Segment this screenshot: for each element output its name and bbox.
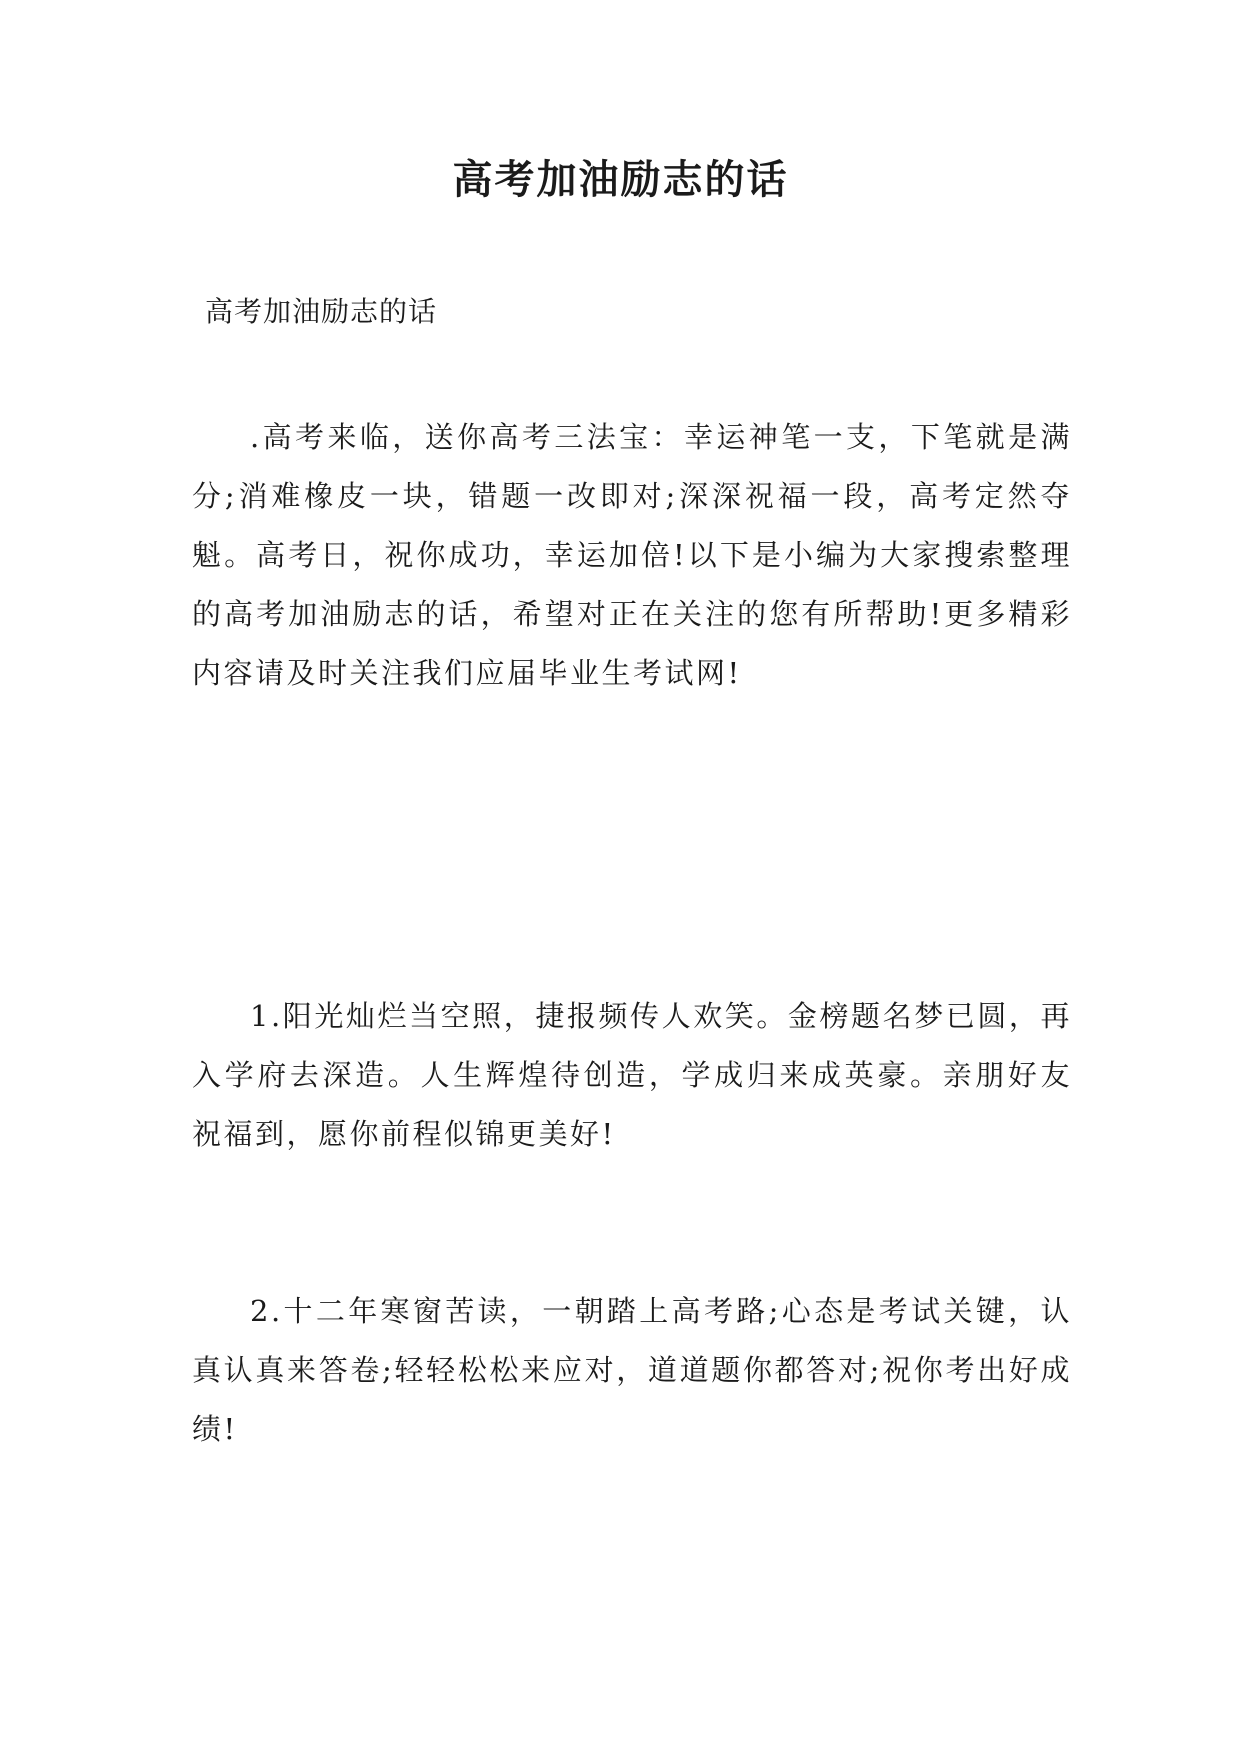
intro-paragraph: .高考来临，送你高考三法宝：幸运神笔一支，下笔就是满分;消难橡皮一块，错题一改即对;深深祝福一段，高考定然夺魁。高考日，祝你成功，幸运加倍!以下是小编为大家搜索整理的高考加油励志的话，希望对正在关注的您有所帮助!更多精彩内容请及时关注我们应届毕业生考试网! [192, 420, 1072, 690]
document-subtitle: 高考加油励志的话 [205, 295, 438, 328]
document-title: 高考加油励志的话 [452, 157, 789, 203]
paragraph-item-2: 2.十二年寒窗苦读，一朝踏上高考路;心态是考试关键，认真认真来答卷;轻轻松松来应对，道道题你都答对;祝你考出好成绩! [192, 1294, 1072, 1446]
paragraph-item-1: 1.阳光灿烂当空照，捷报频传人欢笑。金榜题名梦已圆，再入学府去深造。人生辉煌待创造，学成归来成英豪。亲朋好友祝福到，愿你前程似锦更美好! [192, 999, 1072, 1151]
